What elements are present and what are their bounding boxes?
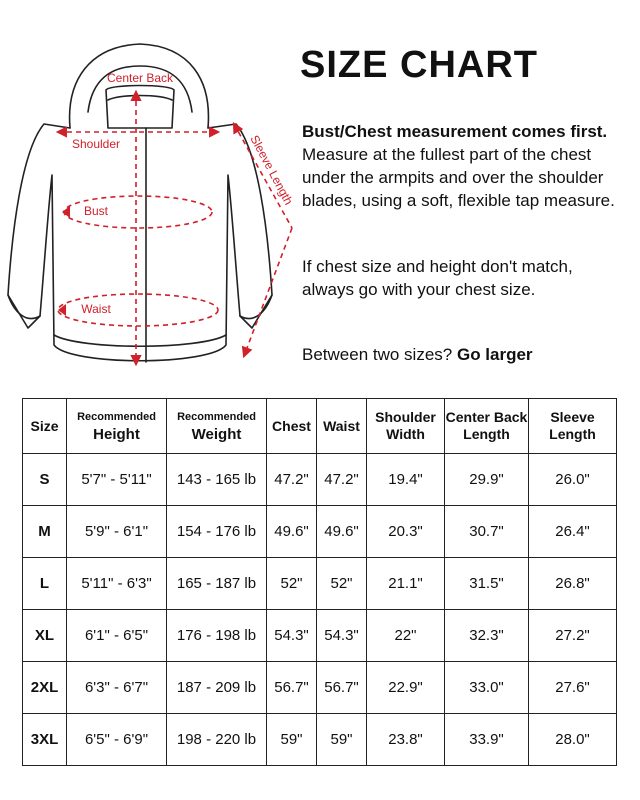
- cell-size: L: [23, 558, 67, 610]
- header-chest: Chest: [267, 399, 317, 454]
- cell-weight: 143 - 165 lb: [167, 454, 267, 506]
- header-weight: [167, 399, 267, 454]
- header-shoulder-line1: Shoulder: [375, 409, 436, 425]
- header-shoulder: [367, 399, 445, 454]
- cell-height: 6'5" - 6'9": [67, 714, 167, 766]
- header-height-small: Recommended: [77, 411, 156, 423]
- center-back-label: Center Back: [106, 71, 174, 85]
- header-sleeve-line2: Length: [549, 426, 596, 442]
- cell-waist: 52": [317, 558, 367, 610]
- waist-label: Waist: [81, 302, 111, 316]
- page-title: SIZE CHART: [300, 44, 538, 86]
- shoulder-label: Shoulder: [71, 137, 121, 151]
- header-sleeve-line1: Sleeve: [550, 409, 595, 425]
- cell-sleeve: 27.6": [529, 662, 617, 714]
- cell-height: 5'9" - 6'1": [67, 506, 167, 558]
- cell-size: 3XL: [23, 714, 67, 766]
- cell-size: 2XL: [23, 662, 67, 714]
- cell-center-back: 30.7": [445, 506, 529, 558]
- cell-waist: 59": [317, 714, 367, 766]
- cell-sleeve: 28.0": [529, 714, 617, 766]
- cell-waist: 49.6": [317, 506, 367, 558]
- cell-center-back: 32.3": [445, 610, 529, 662]
- cell-height: 5'11" - 6'3": [67, 558, 167, 610]
- cell-weight: 187 - 209 lb: [167, 662, 267, 714]
- jacket-collar: [106, 86, 174, 129]
- header-height-big: Height: [93, 426, 140, 443]
- cell-center-back: 33.9": [445, 714, 529, 766]
- header-weight-big: Weight: [191, 426, 242, 443]
- intro-body: Measure at the fullest part of the chest under the armpits and over the shoulder blades, using a soft, flexible tap measure.: [302, 145, 615, 210]
- table-row: [23, 714, 617, 766]
- cell-weight: 165 - 187 lb: [167, 558, 267, 610]
- size-tip-text: Between two sizes?: [302, 345, 457, 364]
- header-size: Size: [23, 399, 67, 454]
- cell-chest: 52": [267, 558, 317, 610]
- cell-shoulder: 20.3": [367, 506, 445, 558]
- cell-center-back: 31.5": [445, 558, 529, 610]
- size-table: [22, 398, 617, 766]
- cell-weight: 198 - 220 lb: [167, 714, 267, 766]
- table-row: [23, 610, 617, 662]
- cell-chest: 49.6": [267, 506, 317, 558]
- table-row: [23, 662, 617, 714]
- cell-sleeve: 27.2": [529, 610, 617, 662]
- cell-center-back: 29.9": [445, 454, 529, 506]
- intro-paragraph: [302, 120, 622, 212]
- cell-height: 6'3" - 6'7": [67, 662, 167, 714]
- table-row: [23, 558, 617, 610]
- cell-shoulder: 23.8": [367, 714, 445, 766]
- size-tip-bold: Go larger: [456, 345, 533, 364]
- header-height: [67, 399, 167, 454]
- cell-shoulder: 22.9": [367, 662, 445, 714]
- jacket-measurement-diagram: [0, 30, 300, 380]
- cell-height: 6'1" - 6'5": [67, 610, 167, 662]
- cell-center-back: 33.0": [445, 662, 529, 714]
- header-shoulder-line2: Width: [386, 426, 425, 442]
- cell-size: XL: [23, 610, 67, 662]
- cell-chest: 56.7": [267, 662, 317, 714]
- header-center-back: [445, 399, 529, 454]
- cell-chest: 47.2": [267, 454, 317, 506]
- cell-sleeve: 26.4": [529, 506, 617, 558]
- cell-size: S: [23, 454, 67, 506]
- cell-waist: 56.7": [317, 662, 367, 714]
- cell-sleeve: 26.8": [529, 558, 617, 610]
- header-center-line2: Length: [463, 426, 510, 442]
- header-weight-small: Recommended: [177, 411, 256, 423]
- table-row: [23, 454, 617, 506]
- left-cuff: [8, 295, 40, 319]
- header-center-line1: Center Back: [445, 409, 528, 425]
- chest-note: If chest size and height don't match, always go with your chest size.: [302, 257, 573, 299]
- cell-height: 5'7" - 5'11": [67, 454, 167, 506]
- cell-chest: 59": [267, 714, 317, 766]
- cell-waist: 54.3": [317, 610, 367, 662]
- cell-chest: 54.3": [267, 610, 317, 662]
- table-row: [23, 506, 617, 558]
- cell-shoulder: 19.4": [367, 454, 445, 506]
- cell-shoulder: 21.1": [367, 558, 445, 610]
- sleeve-length-label: Sleeve Length: [247, 132, 296, 208]
- header-sleeve: [529, 399, 617, 454]
- cell-waist: 47.2": [317, 454, 367, 506]
- table-header-row: [23, 399, 617, 454]
- bust-label: Bust: [83, 204, 109, 218]
- size-tip: [302, 343, 622, 366]
- cell-weight: 176 - 198 lb: [167, 610, 267, 662]
- intro-bold-lead: Bust/Chest measurement comes first.: [302, 122, 608, 141]
- cell-sleeve: 26.0": [529, 454, 617, 506]
- hem-band: [54, 335, 226, 346]
- header-waist: Waist: [317, 399, 367, 454]
- right-cuff: [240, 295, 272, 319]
- cell-shoulder: 22": [367, 610, 445, 662]
- cell-size: M: [23, 506, 67, 558]
- cell-weight: 154 - 176 lb: [167, 506, 267, 558]
